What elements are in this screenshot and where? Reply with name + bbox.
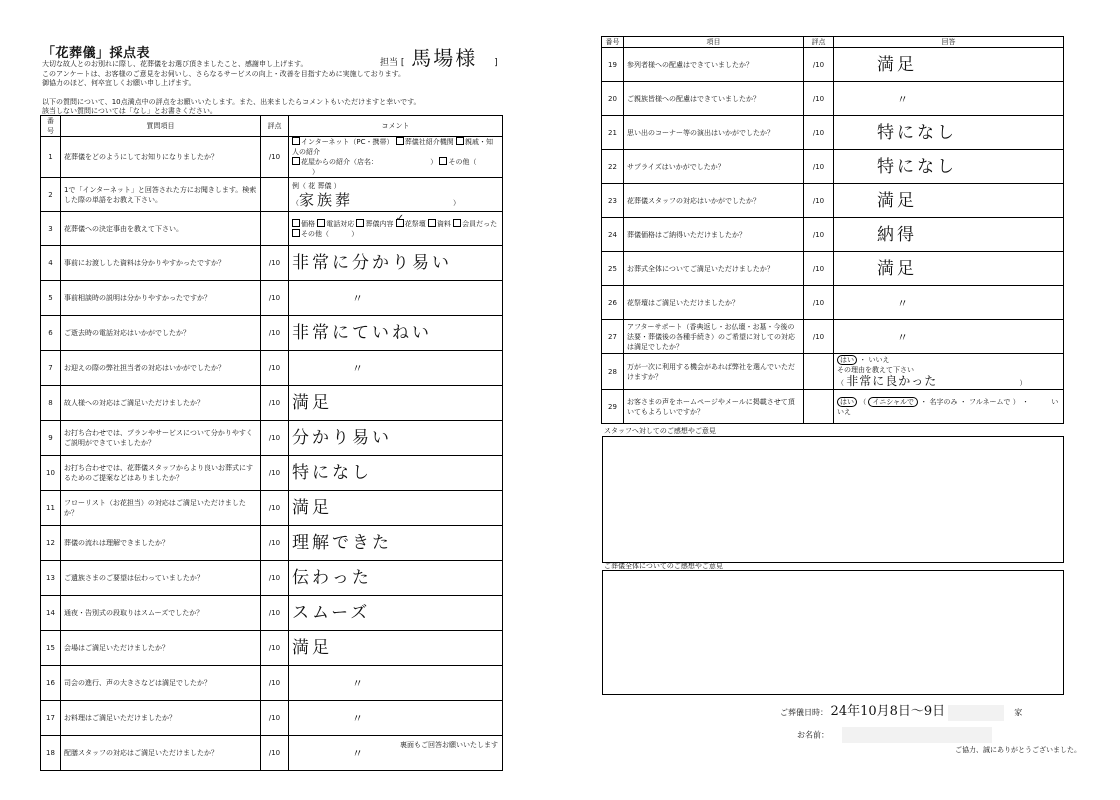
answer-field[interactable] [834,252,1064,286]
row-number: 11 [41,491,61,526]
checkbox-icon [396,137,404,145]
comment-text: 伝わった [292,568,372,588]
option-label: 葬儀社紹介機関 [404,138,454,146]
name-row [797,727,992,743]
checkbox-checked-icon [396,219,404,227]
table-row [41,631,503,666]
bracket-close: ） [453,198,461,207]
row-number: 18 [41,736,61,771]
answer-field[interactable] [834,116,1064,150]
q29-answer [834,390,1064,424]
checkbox-docs[interactable] [428,220,451,228]
header-item: 項目 [624,37,804,48]
comment-field[interactable] [289,456,503,491]
staff-label: 担当 [380,58,399,68]
reason-text: 非常に良かった [846,374,938,388]
answer-text: 納得 [877,224,917,245]
score-field[interactable]: /10 [804,320,834,354]
question-text: 思い出のコーナー等の演出はいかがでしたか？ [624,116,804,150]
table-row [602,286,1064,320]
question-text: 花葬儀をどのようにしてお知りになりましたか？ [61,137,261,178]
option-label: 親戚・知人の紹介 [292,138,493,156]
bracket-open: （ [292,198,299,207]
comment-field[interactable] [289,561,503,596]
checkbox-phone[interactable] [317,220,354,228]
checkbox-icon [356,219,364,227]
row-number: 6 [41,316,61,351]
answer-text: 〃 [897,92,908,106]
option-label: 電話対応 [326,219,355,228]
funeral-date-row [780,700,1022,721]
staff-bracket-open: [ [400,58,405,68]
table-row [602,184,1064,218]
staff-bracket-close: ] [494,58,498,68]
q1-options [289,137,503,178]
separator: ・ [1021,397,1029,406]
comment-field[interactable] [289,281,503,316]
checkbox-other[interactable] [439,158,476,166]
instruction-line: 該当しない質問については「なし」とお書きください。 [42,107,217,115]
score-field[interactable]: /10 [261,316,289,351]
row-number: 27 [602,320,624,354]
score-field[interactable]: /10 [261,631,289,666]
comment-field[interactable] [289,631,503,666]
comment-text: 〃 [352,712,363,725]
comment-text: 非常に分かり易い [292,253,452,273]
q2-example: 例（ 花 葬儀 ） [292,181,341,190]
score-field[interactable]: /10 [804,48,834,82]
surname-option[interactable]: 名字のみ [929,397,958,406]
bracket-open: （ [837,379,844,387]
row-number: 14 [41,596,61,631]
question-text: ご遺族さまのご要望は伝わっていましたか？ [61,561,261,596]
option-label: 葬儀内容 [365,219,394,228]
score-field[interactable]: /10 [261,246,289,281]
question-text: 花葬儀スタッフの対応はいかがでしたか？ [624,184,804,218]
yes-option-circled[interactable]: はい [837,355,857,365]
question-text: 葬儀の流れは理解できましたか？ [61,526,261,561]
instruction-text [42,98,512,116]
question-text: サプライズはいかがでしたか？ [624,150,804,184]
checkbox-icon [292,219,300,227]
question-text: 配膳スタッフの対応はご満足いただけましたか？ [61,736,261,771]
answer-text: 満足 [877,258,917,279]
yes-option-circled[interactable]: はい [837,397,857,407]
comment-field[interactable] [289,526,503,561]
checkbox-other[interactable] [292,230,329,238]
staff-name: 馬場様 [411,46,478,70]
table-row [41,421,503,456]
search-term: 家族葬 [299,190,354,209]
checkbox-icon [292,229,300,237]
bracket-close: ） [1019,379,1027,387]
question-text: 1で「インターネット」と回答された方にお聞きします。検索した際の単語をお教え下さい。 [61,178,261,212]
header-num: 番号 [41,116,61,137]
comment-text: 〃 [352,292,363,305]
comment-field[interactable] [289,351,503,386]
score-field[interactable] [804,390,834,424]
q28-answer [834,354,1064,390]
question-text: 会場はご満足いただけましたか？ [61,631,261,666]
table-row [602,116,1064,150]
question-text: お客さまの声をホームページやメールに掲載させて頂いてもよろしいですか？ [624,390,804,424]
score-field[interactable]: /10 [261,281,289,316]
question-text: お打ち合わせでは、プランやサービスについて分かりやすくご説明ができていましたか？ [61,421,261,456]
intro-text [42,60,512,89]
row-number: 15 [41,631,61,666]
answer-field[interactable] [834,48,1064,82]
question-text: 故人様への対応はご満足いただけましたか？ [61,386,261,421]
intro-line: 御協力のほど、何卒宜しくお願い申し上げます。 [42,79,196,87]
table-row [41,526,503,561]
table-row [41,386,503,421]
row-number: 17 [41,701,61,736]
table-row [602,48,1064,82]
row-number: 19 [602,48,624,82]
score-field[interactable]: /10 [261,137,289,178]
table-row [602,354,1064,390]
score-field[interactable]: /10 [261,351,289,386]
table-row [41,281,503,316]
page-title: 「花葬儀」採点表 [42,46,151,61]
date-label: ご葬儀日時： [780,708,828,717]
table-row [41,701,503,736]
reason-label: その理由を教えて下さい [837,366,914,374]
question-text: 事前相談時の説明は分かりやすかったですか？ [61,281,261,316]
thanks-text: ご協力、誠にありがとうございました。 [955,746,1081,754]
row-number: 28 [602,354,624,390]
checkbox-checked-icon [292,137,300,145]
score-field[interactable] [261,178,289,212]
checkbox-icon [453,219,461,227]
option-label: 会員だった [462,219,498,228]
row-number: 3 [41,212,61,246]
comment-text: 〃 [352,747,363,760]
comment-text: 〃 [352,362,363,375]
comment-field[interactable] [289,246,503,281]
question-text: フローリスト（お花担当）の対応はご満足いただけましたか？ [61,491,261,526]
option-label: ） [312,168,319,176]
table-row [602,218,1064,252]
answer-field[interactable] [834,320,1064,354]
score-field[interactable]: /10 [261,666,289,701]
table-row [41,178,503,212]
question-text: 参列者様への配慮はできていましたか？ [624,48,804,82]
comment-text: 〃 [352,677,363,690]
row-number: 5 [41,281,61,316]
row-number: 21 [602,116,624,150]
checkbox-flower-altar[interactable] [396,220,426,228]
separator: ・ [859,356,867,364]
table-row [602,390,1064,424]
table-row [41,666,503,701]
redacted-name [948,705,1004,721]
score-field[interactable]: /10 [804,82,834,116]
row-number: 24 [602,218,624,252]
header-answer: 回答 [834,37,1064,48]
row-number: 9 [41,421,61,456]
score-field[interactable]: /10 [804,252,834,286]
row-number: 10 [41,456,61,491]
answer-text: 特になし [877,122,957,143]
comment-text: 特になし [292,463,372,483]
option-label: その他（ [448,158,477,166]
score-field[interactable]: /10 [261,421,289,456]
survey-table-left [40,115,503,771]
checkbox-internet[interactable] [292,138,393,146]
answer-text: 〃 [897,296,908,310]
checkbox-icon [317,219,325,227]
question-text: ご逝去時の電話対応はいかがでしたか？ [61,316,261,351]
separator: ・ [920,397,928,406]
checkbox-icon [428,219,436,227]
staff-feedback-box[interactable] [602,436,1064,563]
checkbox-icon [456,137,464,145]
row-number: 25 [602,252,624,286]
question-text: ご親族皆様への配慮はできていましたか？ [624,82,804,116]
row-number: 7 [41,351,61,386]
comment-text: 満足 [292,638,332,658]
comment-text: 非常にていねい [292,323,432,343]
table-row [41,456,503,491]
comment-field[interactable] [289,701,503,736]
table-row [602,82,1064,116]
comment-field[interactable] [289,596,503,631]
checkbox-hall[interactable] [356,220,393,228]
score-field[interactable]: /10 [261,561,289,596]
score-field[interactable]: /10 [261,736,289,771]
answer-field[interactable] [834,218,1064,252]
no-option[interactable]: いいえ [837,397,1059,416]
header-comment: コメント [289,116,503,137]
bracket-open: （ [859,397,867,406]
score-field[interactable] [804,354,834,390]
comment-field[interactable] [289,316,503,351]
row-number: 23 [602,184,624,218]
comment-field[interactable] [289,491,503,526]
score-field[interactable]: /10 [804,218,834,252]
row-number: 1 [41,137,61,178]
table-row [602,320,1064,354]
answer-text: 満足 [877,54,917,75]
score-field[interactable] [261,212,289,246]
score-field[interactable]: /10 [261,701,289,736]
table-row [602,150,1064,184]
option-label: インターネット（PC・携帯） [301,138,394,146]
checkbox-flower-shop[interactable] [292,158,378,166]
header-score: 評点 [804,37,834,48]
question-text: 葬儀価格はご納得いただけましたか？ [624,218,804,252]
score-field[interactable]: /10 [804,150,834,184]
header-question: 質問項目 [61,116,261,137]
answer-field[interactable] [834,286,1064,320]
no-option[interactable]: いいえ [868,356,890,364]
score-field[interactable]: /10 [261,456,289,491]
comment-field[interactable] [289,178,503,212]
score-field[interactable]: /10 [804,116,834,150]
table-row [41,351,503,386]
row-number: 2 [41,178,61,212]
score-field[interactable]: /10 [261,491,289,526]
intro-line: 大切な故人とのお別れに際し、花葬儀をお選び頂きましたこと、感謝申し上げます。 [42,60,308,68]
question-text: 万が一次に利用する機会があれば弊社を選んでいただけますか？ [624,354,804,390]
row-number: 29 [602,390,624,424]
initial-option-circled[interactable]: イニシャルで [868,397,918,407]
bracket-close: ） [1012,397,1020,406]
table-row [41,137,503,178]
score-field[interactable]: /10 [804,184,834,218]
question-text: 事前にお渡しした資料は分かりやすかったですか？ [61,246,261,281]
row-number: 4 [41,246,61,281]
header-num: 番号 [602,37,624,48]
comment-text: スムーズ [292,603,371,623]
comment-text: 理解できた [292,533,392,553]
house-label: 家 [1014,708,1023,717]
row-number: 20 [602,82,624,116]
table-row [41,596,503,631]
staff-feedback-label: スタッフへ対してのご感想やご意見 [604,427,716,435]
comment-text: 分かり易い [292,428,392,448]
score-field[interactable]: /10 [804,286,834,320]
name-label: お名前： [797,730,829,740]
question-text: 司会の進行、声の大きさなどは満足でしたか？ [61,666,261,701]
back-page-note: 裏面もご回答お願いいたします [400,741,498,749]
table-row [602,252,1064,286]
answer-text: 〃 [897,330,908,344]
option-label: 花祭壇 [404,219,426,228]
table-row [41,316,503,351]
checkbox-store[interactable] [396,138,454,146]
checkbox-members[interactable] [453,220,497,228]
row-number: 12 [41,526,61,561]
table-row [41,561,503,596]
row-number: 16 [41,666,61,701]
question-text: アフターサポート（香典返し・お仏壇・お墓・今後の法要・葬儀後の各種手続き）のご希望に対しての対応は満足でしたか？ [624,320,804,354]
header-score: 評点 [261,116,289,137]
overall-feedback-box[interactable] [602,570,1064,695]
option-label: ） [351,229,359,238]
question-text: お迎えの際の弊社担当者の対応はいかがでしたか？ [61,351,261,386]
redacted-name-field[interactable] [842,727,992,743]
fullname-option[interactable]: フルネームで [969,397,1011,406]
comment-field[interactable] [289,666,503,701]
question-text: お葬式全体についてご満足いただけましたか？ [624,252,804,286]
score-field[interactable]: /10 [261,386,289,421]
question-text: 花祭壇はご満足いただけましたか？ [624,286,804,320]
score-field[interactable]: /10 [261,596,289,631]
question-text: お料理はご満足いただけましたか？ [61,701,261,736]
checkbox-price[interactable] [292,220,315,228]
row-number: 22 [602,150,624,184]
table-row [41,212,503,246]
option-label: 花屋からの紹介（店名： [301,158,378,166]
row-number: 13 [41,561,61,596]
answer-field[interactable] [834,150,1064,184]
survey-table-right [601,36,1064,424]
answer-field[interactable] [834,82,1064,116]
option-label: 資料 [436,219,451,228]
date-value[interactable]: 24年10月8日〜9日 [830,704,946,719]
answer-text: 特になし [877,156,957,177]
answer-text: 満足 [877,190,917,211]
question-text: 通夜・告別式の段取りはスムーズでしたか？ [61,596,261,631]
option-label: その他（ [301,229,329,238]
row-number: 8 [41,386,61,421]
separator: ・ [959,397,967,406]
intro-line: このアンケートは、お客様のご意見をお伺いし、さらなるサービスの向上・改善を目指すために実施しております。 [42,69,406,78]
table-row [41,246,503,281]
option-label: 価格 [301,219,315,228]
comment-text: 満足 [292,393,332,413]
comment-text: 満足 [292,498,332,518]
comment-field[interactable] [289,386,503,421]
checkbox-icon [292,157,300,165]
checkbox-icon [439,157,447,165]
question-text: 花葬儀への決定事由を教えて下さい。 [61,212,261,246]
question-text: お打ち合わせでは、花葬儀スタッフからより良いお葬式にするためのご提案などはありましたか？ [61,456,261,491]
row-number: 26 [602,286,624,320]
score-field[interactable]: /10 [261,526,289,561]
table-row [41,491,503,526]
comment-field[interactable] [289,421,503,456]
instruction-line: 以下の質問について、10点満点中の評点をお願いいたします。また、出来ましたらコメントもいただけますと幸いです。 [42,98,421,106]
answer-field[interactable] [834,184,1064,218]
q3-options [289,212,503,246]
option-label: ） [430,158,438,166]
overall-feedback-label: ご葬儀全体についてのご感想やご意見 [604,562,723,570]
